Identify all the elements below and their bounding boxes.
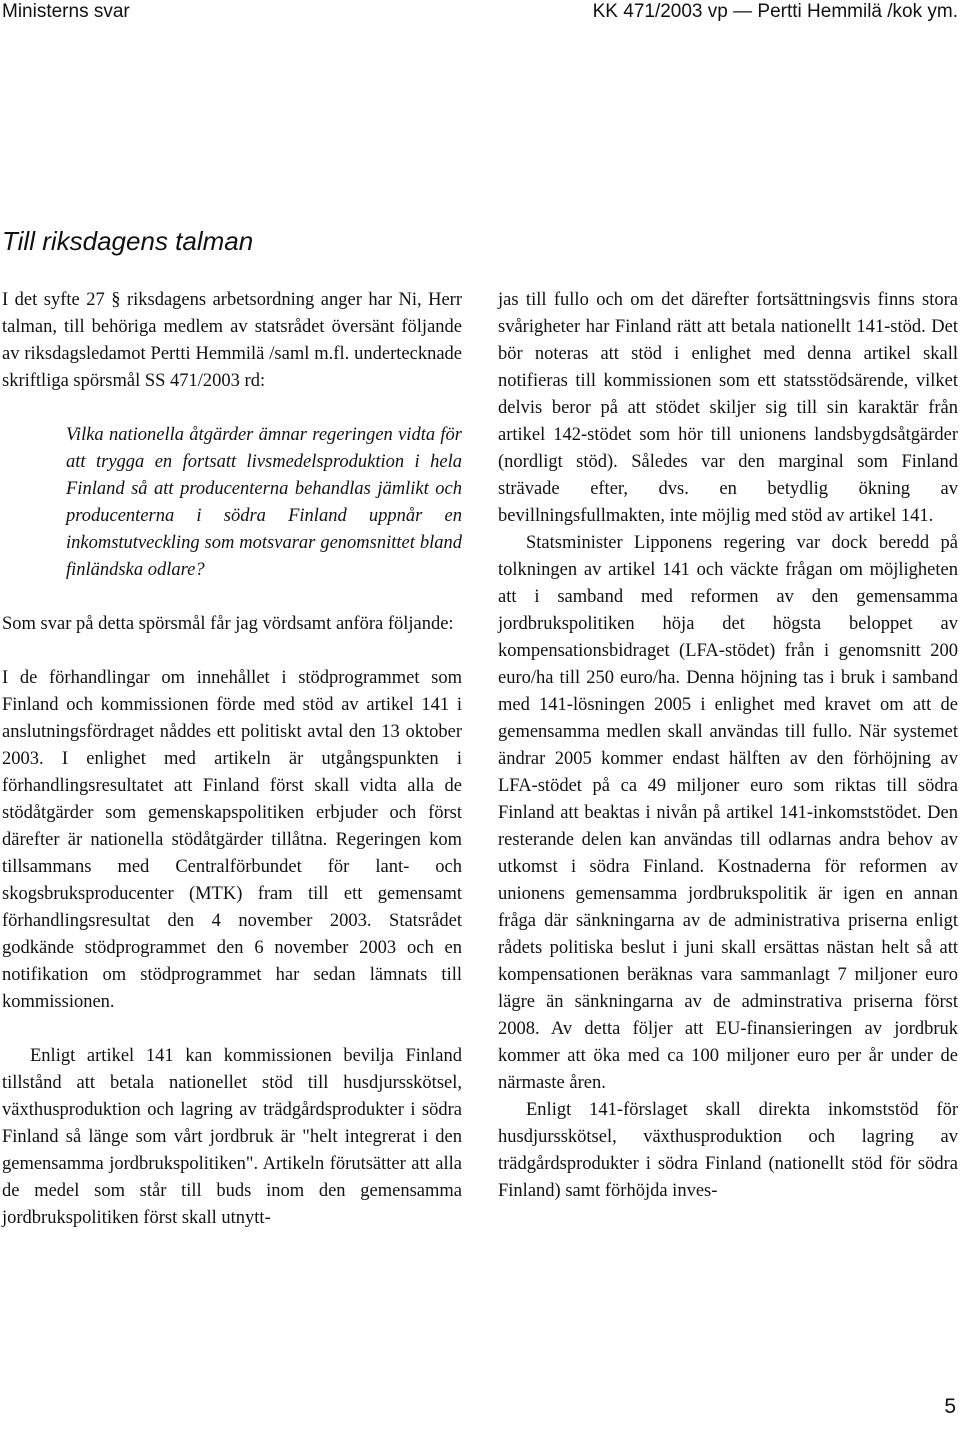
right-column [498, 287, 958, 1205]
document-title: Till riksdagens talman [2, 226, 254, 256]
header-document-reference: KK 471/2003 vp — Pertti Hemmilä /kok ym. [592, 1, 958, 22]
question-quote: Vilka nationella åtgärder ämnar regeringen vidta för att trygga en fortsatt livsmedelsproduktion i hela Finland så att producenterna behandlas jämlikt och producenterna i södra Finland uppnår en inkomstutveckling som motsvarar genomsnittet bland finländska odlare? [66, 425, 462, 580]
intro-paragraph: I det syfte 27 § riksdagens arbetsordning anger har Ni, Herr talman, till behöriga medlem av statsrådet översänt följande av riksdagsledamot Pertti Hemmilä /saml m.fl. undertecknade skriftliga spörsmål SS 471/2003 rd: [2, 290, 462, 391]
body-paragraph: Statsminister Lipponens regering var dock beredd på tolkningen av artikel 141 och väckte frågan om möjligheten att i samband med reformen av den gemensamma jordbrukspolitiken höja det högsta beloppet av kompensationsbidraget (LFA-stödet) från i genomsnitt 200 euro/ha till 250 euro/ha. Denna höjning tas i bruk i samband med 141-lösningen 2005 i enlighet med kravet om att de gemensamma medlen skall användas till fullo. När systemet ändrar 2005 kommer endast hälften av den förhöjning av LFA-stödet på ca 49 miljoner euro som riktas till södra Finland att beaktas i nivån på artikel 141-inkomststödet. Den resterande delen kan användas till odlarnas andra behov av utkomst i södra Finland. Kostnaderna för reformen av unionens gemensamma jordbrukspolitik är igen en annan fråga där sänkningarna av de administrativa priserna enligt rådets politiska beslut i juni skall ersättas nästan helt så att kompensationen beräknas vara sammanlagt 7 miljoner euro lägre än sänkningarna av de adminstrativa priserna först 2008. Av detta följer att EU-finansieringen av jordbruk kommer att öka med ca 100 miljoner euro per år under de närmaste åren. [498, 533, 958, 1093]
left-column [2, 287, 462, 1232]
page-header [0, 0, 960, 28]
page-number: 5 [944, 1395, 956, 1418]
body-paragraph: Enligt artikel 141 kan kommissionen bevilja Finland tillstånd att betala nationellet stöd till husdjursskötsel, växthusproduktion och lagring av trädgårdsprodukter i södra Finland så länge som vårt jordbruk är "helt integrerat i den gemensamma jordbrukspolitiken". Artikeln förutsätter att alla de medel som står till buds inom den gemensamma jordbrukspolitiken först skall utnytt- [2, 1046, 462, 1228]
body-paragraph: jas till fullo och om det därefter fortsättningsvis finns stora svårigheter har Finland rätt att betala nationellt 141-stöd. Det bör noteras att stöd i enlighet med denna artikel skall notifieras till kommissionen som ett statsstödsärende, vilket delvis beror på att stödet skiljer sig till sin karaktär från artikel 142-stödet som hör till unionens landsbygdsåtgärder (nordligt stöd). Således var den marginal som Finland strävade efter, dvs. en betydlig ökning av bevillningsfullmakten, inte möjlig med stöd av artikel 141. [498, 290, 958, 526]
body-paragraph: I de förhandlingar om innehållet i stödprogrammet som Finland och kommissionen förde med stöd av artikel 141 i anslutningsfördraget nåddes ett politiskt avtal den 13 oktober 2003. I enlighet med artikeln är utgångspunkten i förhandlingsresultatet att Finland först skall vidta alla de stödåtgärder som gemenskapspolitiken erbjuder och först därefter är nationella stödåtgärder tillåtna. Regeringen kom tillsammans med Centralförbundet för lant- och skogsbruksproducenter (MTK) fram till ett gemensamt förhandlingsresultat den 4 november 2003. Statsrådet godkände stödprogrammet den 6 november 2003 och en notifikation om stödprogrammet har sedan lämnats till kommissionen. [2, 668, 462, 1012]
header-section-label: Ministerns svar [2, 1, 130, 22]
body-paragraph: Enligt 141-förslaget skall direkta inkomststöd för husdjursskötsel, växthusproduktion och lagring av trädgårdsprodukter i södra Finland (nationellt stöd för södra Finland) samt förhöjda inves- [498, 1100, 958, 1201]
answer-intro: Som svar på detta spörsmål får jag vördsamt anföra följande: [2, 614, 454, 634]
